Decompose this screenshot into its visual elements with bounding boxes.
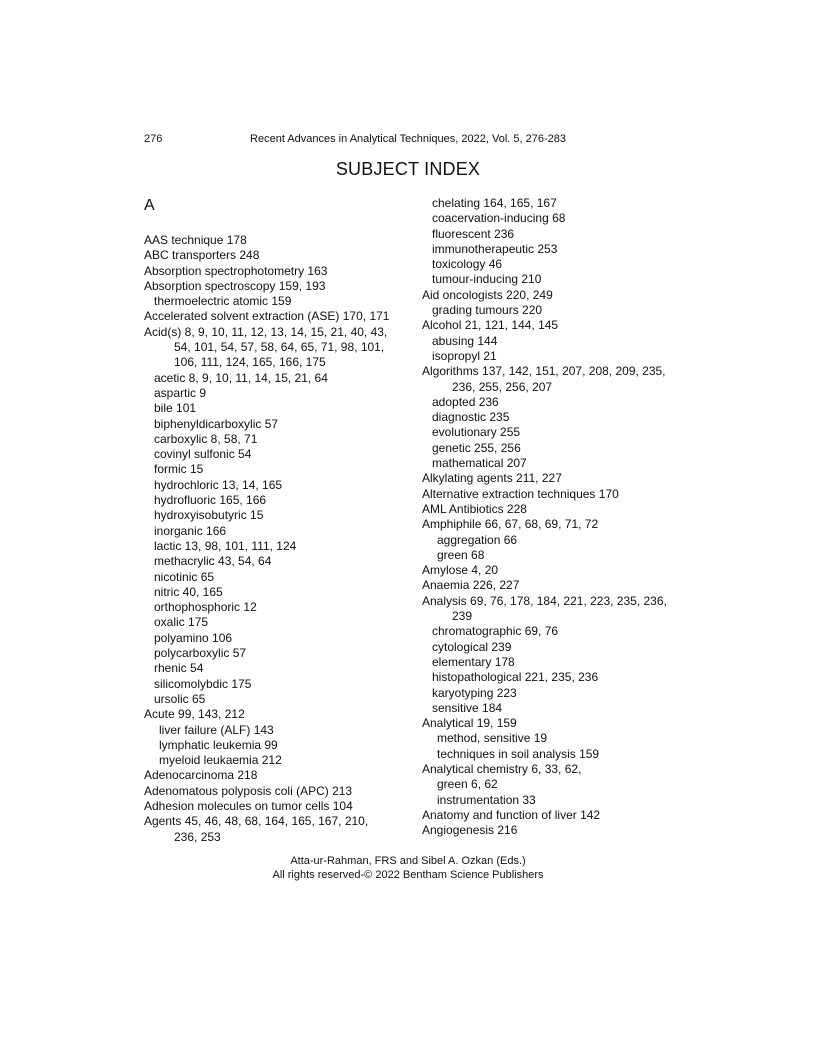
index-entry: 236, 253 xyxy=(174,829,221,844)
index-entry: tumour-inducing 210 xyxy=(432,272,542,287)
index-entry: ABC transporters 248 xyxy=(144,248,260,263)
index-entry: Adenocarcinoma 218 xyxy=(144,768,258,783)
index-entry: Angiogenesis 216 xyxy=(422,823,518,838)
index-entry: Analytical chemistry 6, 33, 62, xyxy=(422,761,582,776)
index-entry: hydrofluoric 165, 166 xyxy=(154,493,267,508)
index-entry: 106, 111, 124, 165, 166, 175 xyxy=(174,355,326,370)
index-entry: elementary 178 xyxy=(432,654,515,669)
index-entry: AAS technique 178 xyxy=(144,233,247,247)
index-entry: Amphiphile 66, 67, 68, 69, 71, 72 xyxy=(422,517,599,532)
footer-copyright: All rights reserved-© 2022 Bentham Science Publishers xyxy=(272,869,544,881)
index-entry: lactic 13, 98, 101, 111, 124 xyxy=(154,538,297,553)
index-entry: AML Antibiotics 228 xyxy=(422,501,527,516)
index-entry: lymphatic leukemia 99 xyxy=(159,737,278,752)
index-entry: adopted 236 xyxy=(432,394,499,409)
index-entry: biphenyldicarboxylic 57 xyxy=(154,416,279,431)
index-entry: chelating 164, 165, 167 xyxy=(432,196,557,210)
index-entry: formic 15 xyxy=(154,462,204,477)
index-entry: method, sensitive 19 xyxy=(437,731,548,746)
index-entry: hydroxyisobutyric 15 xyxy=(154,508,264,523)
index-entry: Alternative extraction techniques 170 xyxy=(422,486,619,501)
index-entry: Aid oncologists 220, 249 xyxy=(422,287,553,302)
index-entry: Accelerated solvent extraction (ASE) 170, 171 xyxy=(144,309,390,324)
index-entry: Alkylating agents 211, 227 xyxy=(422,471,562,486)
index-entry: methacrylic 43, 54, 64 xyxy=(154,554,272,569)
index-entry: green 6, 62 xyxy=(437,777,498,792)
index-entry: immunotherapeutic 253 xyxy=(432,241,558,256)
index-entry: Anatomy and function of liver 142 xyxy=(422,807,601,822)
index-entry: thermoelectric atomic 159 xyxy=(154,294,292,309)
index-entry: inorganic 166 xyxy=(154,523,227,538)
index-entry: coacervation-inducing 68 xyxy=(432,211,566,226)
index-entry: hydrochloric 13, 14, 165 xyxy=(154,477,283,492)
index-entry: covinyl sulfonic 54 xyxy=(154,447,252,462)
index-entry: silicomolybdic 175 xyxy=(154,676,252,691)
index-entry: Agents 45, 46, 48, 68, 164, 165, 167, 210, xyxy=(144,814,369,829)
index-entry: instrumentation 33 xyxy=(437,792,536,807)
index-entry: nitric 40, 165 xyxy=(154,584,223,599)
page-title: SUBJECT INDEX xyxy=(335,159,481,179)
index-entry: Adhesion molecules on tumor cells 104 xyxy=(144,798,353,813)
index-entry: 236, 255, 256, 207 xyxy=(452,379,553,394)
index-entry: Anaemia 226, 227 xyxy=(422,578,520,593)
page-number: 276 xyxy=(144,133,163,145)
index-entry: genetic 255, 256 xyxy=(432,440,521,455)
index-column-left xyxy=(144,233,409,845)
index-entry: carboxylic 8, 58, 71 xyxy=(154,431,258,446)
index-entry: chromatographic 69, 76 xyxy=(432,624,559,639)
index-column-right xyxy=(422,196,682,838)
index-entry: Alcohol 21, 121, 144, 145 xyxy=(422,318,559,333)
index-entry: acetic 8, 9, 10, 11, 14, 15, 21, 64 xyxy=(154,370,328,385)
index-entry: diagnostic 235 xyxy=(432,410,510,425)
index-entry: 54, 101, 54, 57, 58, 64, 65, 71, 98, 101, xyxy=(174,340,385,355)
index-entry: Amylose 4, 20 xyxy=(422,563,499,578)
index-entry: toxicology 46 xyxy=(432,257,503,272)
index-entry: bile 101 xyxy=(154,401,197,416)
index-entry: rhenic 54 xyxy=(154,661,204,676)
index-entry: sensitive 184 xyxy=(432,700,503,715)
index-entry: aspartic 9 xyxy=(154,385,207,400)
index-entry: isopropyl 21 xyxy=(432,348,497,363)
index-entry: orthophosphoric 12 xyxy=(154,600,257,615)
index-entry: grading tumours 220 xyxy=(432,303,543,318)
index-entry: Absorption spectrophotometry 163 xyxy=(144,263,328,278)
section-letter: A xyxy=(144,197,155,214)
index-entry: liver failure (ALF) 143 xyxy=(159,722,274,737)
index-entry: polycarboxylic 57 xyxy=(154,646,247,661)
index-entry: Acute 99, 143, 212 xyxy=(144,707,245,722)
footer-editors: Atta-ur-Rahman, FRS and Sibel A. Ozkan (Eds.) xyxy=(290,855,526,867)
index-entry: 239 xyxy=(452,609,473,624)
index-entry: fluorescent 236 xyxy=(432,226,515,241)
index-entry: mathematical 207 xyxy=(432,456,527,471)
index-entry: abusing 144 xyxy=(432,333,498,348)
index-entry: Acid(s) 8, 9, 10, 11, 12, 13, 14, 15, 21, 40, 43, xyxy=(144,324,388,339)
index-entry: karyotyping 223 xyxy=(432,685,517,700)
index-entry: ursolic 65 xyxy=(154,691,206,706)
index-entry: evolutionary 255 xyxy=(432,425,521,440)
index-entry: green 68 xyxy=(437,547,485,562)
index-entry: Adenomatous polyposis coli (APC) 213 xyxy=(144,783,353,798)
index-entry: polyamino 106 xyxy=(154,630,233,645)
index-entry: cytological 239 xyxy=(432,639,512,654)
index-entry: histopathological 221, 235, 236 xyxy=(432,670,599,685)
running-header: Recent Advances in Analytical Techniques, 2022, Vol. 5, 276-283 xyxy=(250,133,566,145)
index-entry: Absorption spectroscopy 159, 193 xyxy=(144,278,326,293)
index-entry: techniques in soil analysis 159 xyxy=(437,746,600,761)
index-entry: Analysis 69, 76, 178, 184, 221, 223, 235, 236, xyxy=(422,593,667,608)
index-entry: aggregation 66 xyxy=(437,532,518,547)
index-entry: nicotinic 65 xyxy=(154,569,215,584)
index-entry: Algorithms 137, 142, 151, 207, 208, 209, 235, xyxy=(422,364,666,379)
footer xyxy=(0,854,816,882)
index-entry: Analytical 19, 159 xyxy=(422,716,517,731)
index-entry: oxalic 175 xyxy=(154,615,209,630)
index-entry: myeloid leukaemia 212 xyxy=(159,753,282,768)
